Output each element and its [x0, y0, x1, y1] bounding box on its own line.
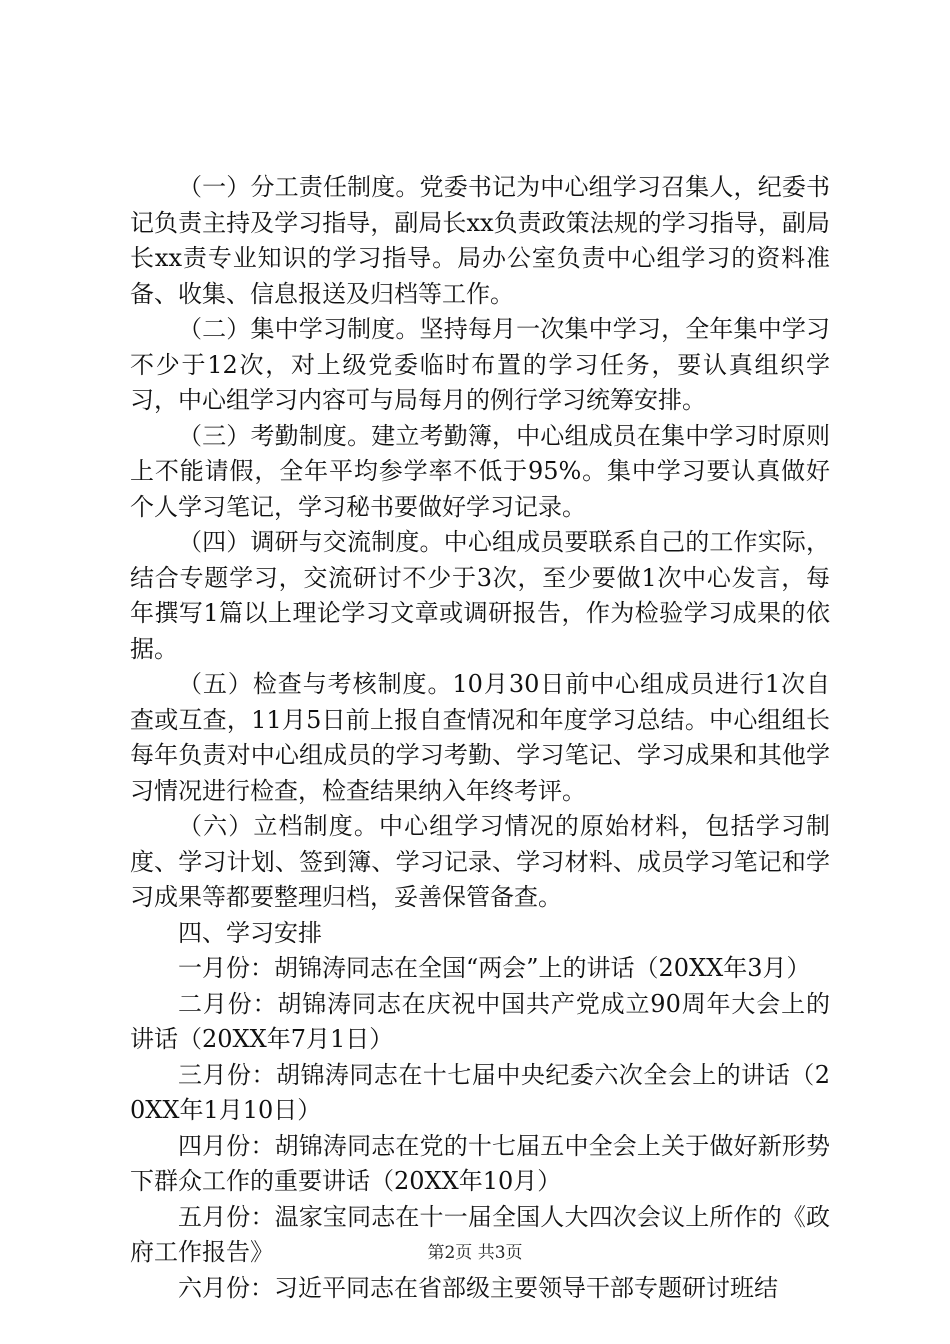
schedule-item-february: 二月份：胡锦涛同志在庆祝中国共产党成立90周年大会上的讲话（20XX年7月1日） [130, 989, 830, 1053]
schedule-item-january: 一月份：胡锦涛同志在全国“两会”上的讲话（20XX年3月） [178, 954, 811, 982]
section-heading-study-schedule: 四、学习安排 [178, 918, 322, 947]
page-number-label: 第2页 共3页 [427, 1243, 523, 1263]
paragraph-research-exchange: （四）调研与交流制度。中心组成员要联系自己的工作实际，结合专题学习，交流研讨不少于3次，至少要做1次中心发言，每年撰写1篇以上理论学习文章或调研报告，作为检验学习成果的依据。 [130, 528, 830, 663]
page-footer [0, 1242, 950, 1264]
schedule-item-march: 三月份：胡锦涛同志在十七届中央纪委六次全会上的讲话（20XX年1月10日） [130, 1060, 830, 1124]
schedule-item-april: 四月份：胡锦涛同志在党的十七届五中全会上关于做好新形势下群众工作的重要讲话（20XX年10月） [130, 1131, 830, 1195]
paragraph-division-of-responsibility: （一）分工责任制度。党委书记为中心组学习召集人，纪委书记负责主持及学习指导，副局长xx负责政策法规的学习指导，副局长xx责专业知识的学习指导。局办公室负责中心组学习的资料准备、收集、信息报送及归档等工作。 [130, 173, 830, 308]
schedule-item-june: 六月份：习近平同志在省部级主要领导干部专题研讨班结 [178, 1273, 778, 1302]
paragraph-centralized-study: （二）集中学习制度。坚持每月一次集中学习，全年集中学习不少于12次，对上级党委临时布置的学习任务，要认真组织学习，中心组学习内容可与局每月的例行学习统筹安排。 [130, 315, 830, 414]
document-body [130, 170, 830, 1306]
schedule-item-may: 五月份：温家宝同志在十一届全国人大四次会议上所作的《政府工作报告》 [130, 1202, 830, 1266]
paragraph-attendance: （三）考勤制度。建立考勤簿，中心组成员在集中学习时原则上不能请假，全年平均参学率不低于95%。集中学习要认真做好个人学习笔记，学习秘书要做好学习记录。 [130, 421, 830, 521]
paragraph-inspection-assessment: （五）检查与考核制度。10月30日前中心组成员进行1次自查或互查，11月5日前上报自查情况和年度学习总结。中心组组长每年负责对中心组成员的学习考勤、学习笔记、学习成果和其他学习情况进行检查，检查结果纳入年终考评。 [130, 670, 830, 805]
paragraph-archiving: （六）立档制度。中心组学习情况的原始材料，包括学习制度、学习计划、签到簿、学习记录、学习材料、成员学习笔记和学习成果等都要整理归档，妥善保管备查。 [130, 812, 830, 911]
